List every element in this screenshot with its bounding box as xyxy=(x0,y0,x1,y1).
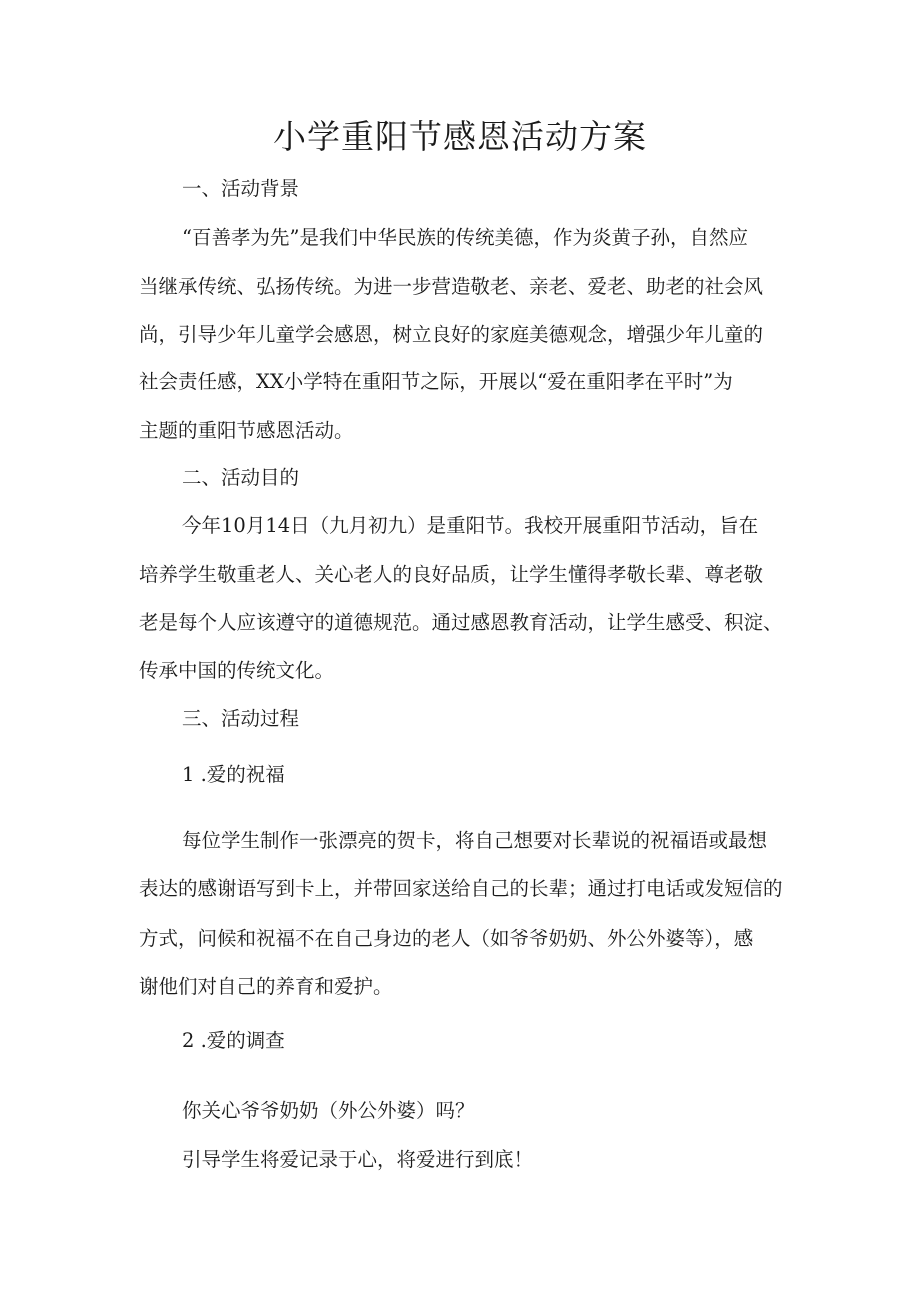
paragraph-line: 尚，引导少年儿童学会感恩，树立良好的家庭美德观念，增强少年儿童的 xyxy=(139,323,764,346)
survey-question: 你关心爷爷奶奶（外公外婆）吗？ xyxy=(182,1099,475,1122)
paragraph-line: 老是每个人应该遵守的道德规范。通过感恩教育活动，让学生感受、积淀、 xyxy=(139,611,783,634)
paragraph-line: “百善孝为先”是我们中华民族的传统美德，作为炎黄子孙，自然应 xyxy=(182,226,748,249)
paragraph-line: 当继承传统、弘扬传统。为进一步营造敬老、亲老、爱老、助老的社会风 xyxy=(139,275,764,298)
paragraph-line: 社会责任感，XX小学特在重阳节之际，开展以“爱在重阳孝在平时”为 xyxy=(139,370,733,393)
paragraph-line: 方式，问候和祝福不在自己身边的老人（如爷爷奶奶、外公外婆等），感 xyxy=(139,927,754,950)
paragraph-line: 传承中国的传统文化。 xyxy=(139,659,335,682)
section-heading-purpose: 二、活动目的 xyxy=(182,466,300,489)
document-title: 小学重阳节感恩活动方案 xyxy=(273,117,647,156)
section-heading-background: 一、活动背景 xyxy=(182,177,300,200)
survey-guidance: 引导学生将爱记录于心，将爱进行到底！ xyxy=(182,1148,534,1171)
paragraph-line: 培养学生敬重老人、关心老人的良好品质，让学生懂得孝敬长辈、尊老敬 xyxy=(139,563,764,586)
section-heading-process: 三、活动过程 xyxy=(182,707,300,730)
paragraph-line: 今年10月14日（九月初九）是重阳节。我校开展重阳节活动，旨在 xyxy=(182,514,759,537)
paragraph-line: 主题的重阳节感恩活动。 xyxy=(139,419,354,442)
subsection-heading-blessing: 1 .爱的祝福 xyxy=(182,763,285,786)
paragraph-line: 谢他们对自己的养育和爱护。 xyxy=(139,975,393,998)
paragraph-line: 每位学生制作一张漂亮的贺卡，将自己想要对长辈说的祝福语或最想 xyxy=(182,829,768,852)
subsection-heading-survey: 2 .爱的调查 xyxy=(182,1029,285,1052)
paragraph-line: 表达的感谢语写到卡上，并带回家送给自己的长辈；通过打电话或发短信的 xyxy=(139,877,783,900)
